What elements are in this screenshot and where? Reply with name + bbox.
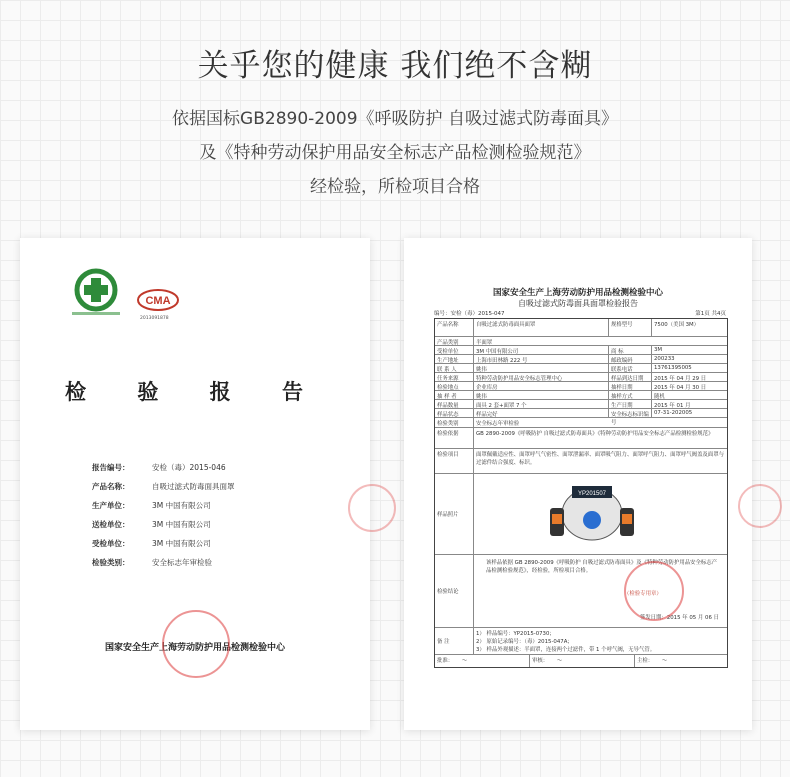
field-submitter [92,519,211,530]
field-value: 自吸过滤式防毒面具面罩 [152,482,235,491]
field-producer [92,500,211,511]
row-label: 任务来源 [435,373,474,381]
page-title: 关乎您的健康 我们绝不含糊 [197,48,593,84]
table-row [435,337,727,346]
table-row [435,418,727,428]
row-value: 3M 中国有限公司 [474,346,609,354]
table-row [435,346,727,355]
row-label: 样品到达日期 [609,373,652,381]
table-row [435,355,727,364]
standard-line-1: 依据国标GB2890-2009《呼吸防护 自吸过滤式防毒面具》 [172,109,618,129]
page-indicator: 第1页 共4页 [695,311,726,317]
row-label: 商 标 [609,346,652,354]
field-label: 报告编号： [92,463,130,472]
row-value: 半面罩 [476,340,493,346]
field-value: 安检（毒）2015-046 [152,463,226,472]
basis-value: GB 2890-2009《呼吸防护 自吸过滤式防毒面具》《特种劳动防护用品安全标志产品检测检验规范》 [476,431,714,437]
cma-logo-text: CMA [145,295,171,307]
row-label: 邮政编码 [609,355,652,363]
row-value: 200233 [654,356,675,362]
field-value: 3M 中国有限公司 [152,520,211,529]
field-label: 送检单位： [92,520,130,529]
standard-line-3: 经检验，所检项目合格 [310,177,480,197]
table-row [435,373,727,382]
conclusion-value: 该样品依据 GB 2890-2009《呼吸防护 自吸过滤式防毒面具》及《特种劳动防护用品安全标志产品检测检验规范》，经检验，所检项目合格。 [486,560,718,574]
row-label: 生产地址 [435,355,474,363]
cma-logo-icon [136,288,180,314]
row-value: 面具 2 套+面罩 7 个 [474,400,609,408]
row-value: 2015 年 04 月 30 日 [654,385,707,391]
row-label: 产品类别 [435,337,474,345]
photo-label: 样品照片 [435,474,474,554]
row-value: 自吸过滤式防毒面具面罩 [474,319,609,336]
row-value: 姚伟 [474,391,609,399]
items-value: 面罩佩戴适应性、面罩呼气气密性、面罩泄漏率、面罩吸气阻力、面罩呼气阻力、面罩呼气阀盖及面罩与过滤件结合强度、标识。 [476,452,724,466]
cert-number: 2013091878 [140,316,169,321]
row-label: 抽 样 者 [435,391,474,399]
table-row [435,391,727,400]
row-label: 产品名称 [435,319,474,336]
field-label: 检验类别： [92,558,130,567]
respirator-photo-icon [542,478,642,550]
notes-label: 备 注 [435,628,474,654]
row-label: 检验地点 [435,382,474,390]
note-item: 1） 样品编号：YP2015-0730； [476,631,555,637]
field-value: 3M 中国有限公司 [152,539,211,548]
field-label: 生产单位： [92,501,130,510]
report-detail-card [404,238,752,730]
field-label: 受检单位： [92,539,130,548]
row-label: 规格型号 [609,319,652,336]
row-value: 样品完好 [474,409,609,417]
check-cell: 主检： 〜 [637,658,667,664]
report-number: 编号：安检（毒）2015-047 [434,311,505,317]
row-label: 样品数量 [435,400,474,408]
row-value: 07-31-202005 [654,410,693,416]
row-value: 3M [654,347,663,353]
sample-tag-text: YP201507 [577,491,607,497]
report-heading-center: 国家安全生产上海劳动防护用品检测检验中心 [492,288,663,298]
approve-label: 批准： [437,658,454,664]
row-value: 2015 年 04 月 29 日 [654,376,707,382]
report-cover-card [20,238,370,730]
row-value: 企业库房 [474,382,609,390]
table-row [435,400,727,409]
row-value: 上海市田林路 222 号 [474,355,609,363]
review-label: 审核： [532,658,549,664]
row-value: 2015 年 01 月 [654,403,691,409]
report-heading-title: 自吸过滤式防毒面具面罩检验报告 [518,299,638,308]
row-value: 安全标志年审检验 [476,421,520,427]
row-label: 联系电话 [609,364,652,372]
sample-photo [474,474,727,554]
issue-date: 签发日期：2015 年 05 月 06 日 [639,615,719,621]
note-item: 2） 原始记录编号：（毒）2015-047A； [476,639,573,645]
items-label: 检验项目 [435,449,474,473]
row-label: 受检单位 [435,346,474,354]
inspection-center-name: 国家安全生产上海劳动防护用品检测检验中心 [104,643,285,653]
signature-row [435,655,727,667]
row-label: 生产日期 [609,400,652,408]
field-value: 安全标志年审检验 [152,558,212,567]
field-product-name [92,481,235,492]
field-label: 产品名称： [92,482,130,491]
table-row [435,628,727,655]
report-seal-icon [624,561,684,621]
table-row [435,449,727,474]
row-label: 检验类别 [435,418,474,427]
row-value: 随机 [654,394,665,400]
row-label: 抽样方式 [609,391,652,399]
row-value: 特种劳动防护用品安全标志管理中心 [474,373,609,381]
basis-label: 检验依据 [435,428,474,448]
row-value: 姚伟 [474,364,609,372]
conclusion-cell [474,555,727,627]
note-item: 3） 样品外观描述：半面罩，连接两个过滤件，带 1 个呼气阀，无导气管。 [476,647,656,653]
safety-cross-logo-icon [68,268,124,318]
notes-list [474,628,727,654]
row-label: 联 系 人 [435,364,474,372]
row-value: 13761395005 [654,365,692,371]
partial-seal-icon [738,484,782,528]
table-row [435,382,727,391]
partial-seal-icon [348,484,396,532]
review-cell: 审核： 〜 [530,655,635,667]
row-label: 抽样日期 [609,382,652,390]
seal-label: （检验专用章） [624,591,662,597]
table-row [435,555,727,628]
report-table [434,318,728,668]
row-label: 样品状态 [435,409,474,417]
table-row [435,364,727,373]
check-label: 主检： [637,658,654,664]
report-title: 检 验 报 告 [65,379,325,404]
row-value: 7500（美国 3M） [654,322,700,328]
row-label: 安全标志标识编号 [609,409,652,417]
official-seal-icon [162,610,230,678]
field-inspected-unit [92,538,211,549]
field-report-number [92,462,226,473]
field-inspection-type [92,557,212,568]
approve-cell: 批准： 〜 [435,655,530,667]
field-value: 3M 中国有限公司 [152,501,211,510]
table-row [435,319,727,337]
table-row [435,428,727,449]
conclusion-label: 检验结论 [435,555,474,627]
standard-line-2: 及《特种劳动保护用品安全标志产品检测检验规范》 [199,143,591,163]
table-row [435,474,727,555]
